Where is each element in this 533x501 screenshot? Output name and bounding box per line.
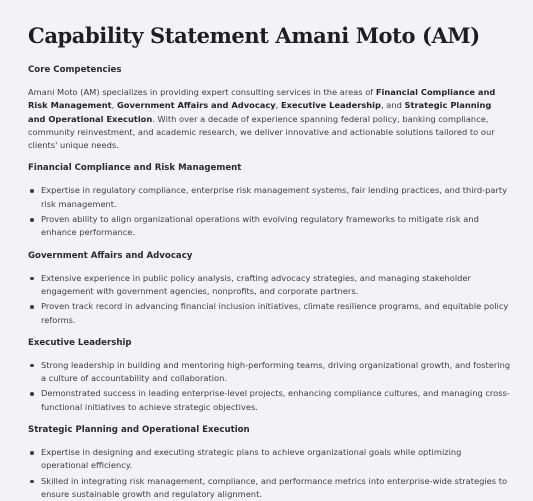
core-competencies-paragraph	[28, 86, 511, 152]
strategic-planning-list	[28, 446, 511, 501]
list-item: Extensive experience in public policy analysis, crafting advocacy strategies, and managing stakeholder engagement with government agencies, nonprofits, and corporate partners.	[28, 272, 511, 299]
executive-leadership-list	[28, 359, 511, 414]
list-item: Expertise in regulatory compliance, enterprise risk management systems, fair lending practices, and third-party risk management.	[28, 184, 511, 211]
list-item: Proven ability to align organizational operations with evolving regulatory frameworks to mitigate risk and enhance performance.	[28, 213, 511, 240]
intro-bold-financial: Financial Compliance and Risk Management	[28, 87, 496, 111]
page-title: Capability Statement Amani Moto (AM)	[28, 23, 480, 48]
intro-bold-executive: Executive Leadership	[280, 100, 381, 111]
government-affairs-list	[28, 272, 511, 327]
intro-bold-strategic: Strategic Planning and Operational Execution	[28, 100, 492, 124]
financial-compliance-list	[28, 184, 511, 239]
section-heading-strategic-planning: Strategic Planning and Operational Execution	[28, 425, 250, 436]
list-item: Demonstrated success in leading enterprise-level projects, enhancing compliance cultures, and managing cross-functional initiatives to achieve strategic objectives.	[28, 387, 511, 414]
list-item: Skilled in integrating risk management, compliance, and performance metrics into enterprise-wide strategies to ensure sustainable growth and regulatory alignment.	[28, 475, 511, 501]
section-heading-core-competencies: Core Competencies	[28, 65, 122, 75]
intro-text: . With over a decade of experience spanning federal policy, banking compliance, community reinvestment, and academic research, we deliver innovative and actionable solutions tailored to our clients' unique needs.	[28, 113, 495, 151]
section-heading-executive-leadership: Executive Leadership	[28, 337, 132, 348]
intro-text: ,	[275, 100, 281, 111]
intro-bold-government: Government Affairs and Advocacy	[116, 100, 276, 111]
list-item: Expertise in designing and executing strategic plans to achieve organizational goals while optimizing operational efficiency.	[28, 446, 511, 473]
section-heading-financial-compliance: Financial Compliance and Risk Management	[28, 163, 242, 174]
section-heading-government-affairs: Government Affairs and Advocacy	[28, 250, 193, 261]
list-item: Proven track record in advancing financial inclusion initiatives, climate resilience programs, and equitable policy reforms.	[28, 300, 511, 327]
list-item: Strong leadership in building and mentoring high-performing teams, driving organizational growth, and fostering a culture of accountability and collaboration.	[28, 359, 511, 386]
intro-text: , and	[380, 100, 405, 111]
intro-text: Amani Moto (AM) specializes in providing expert consulting services in the areas of	[28, 87, 376, 97]
intro-text: ,	[111, 100, 117, 111]
